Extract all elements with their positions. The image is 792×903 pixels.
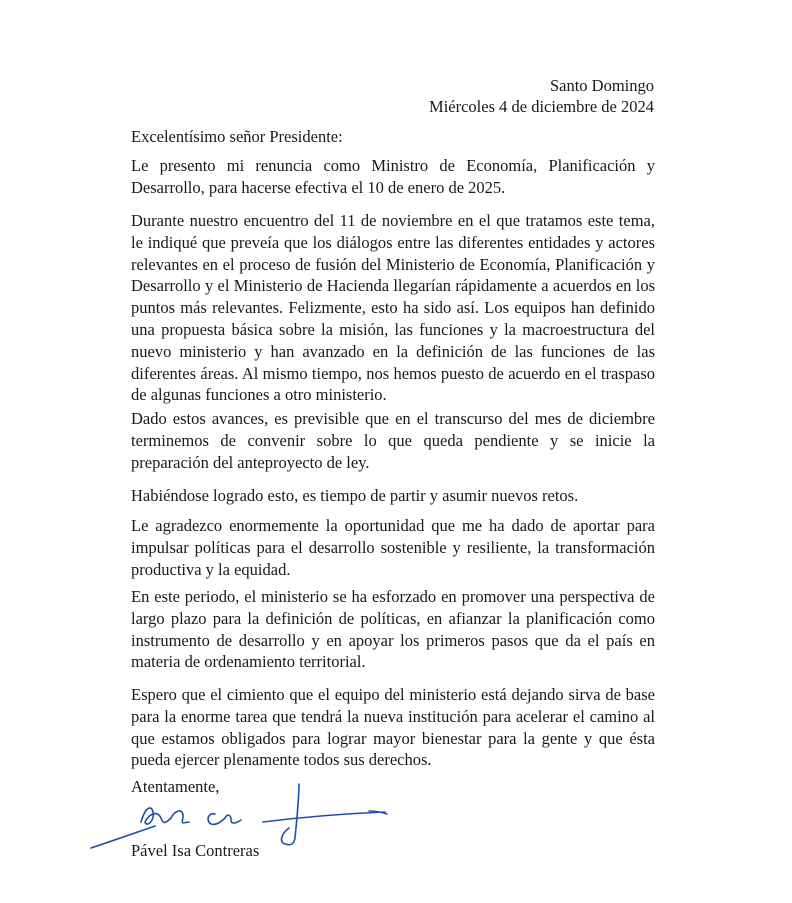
closing: Atentamente, [131,777,220,796]
signer-name: Pável Isa Contreras [131,841,260,860]
paragraph: Le agradezco enormemente la oportunidad que me ha dado de aportar para impulsar políticas para el desarrollo sostenible y resiliente, la transformación productiva y la equidad. [131,516,655,579]
paragraph: Dado estos avances, es previsible que en el transcurso del mes de diciembre terminemos de convenir sobre lo que queda pendiente y se inicie la preparación del anteproyecto de ley. [131,409,655,472]
paragraph: En este periodo, el ministerio se ha esforzado en promover una perspectiva de largo plazo para la definición de políticas, en afianzar la planificación como instrumento de desarrollo y en apoyar los primeros pasos que da el país en materia de ordenamiento territorial. [131,587,655,672]
paragraph: Espero que el cimiento que el equipo del ministerio está dejando sirva de base para la enorme tarea que tendrá la nueva institución para acelerar el camino al que estamos obligados para lograr mayor bienestar para la gente y que ésta pueda ejercer plenamente todos sus derechos. [131,685,655,770]
place: Santo Domingo [549,76,654,95]
paragraph: Durante nuestro encuentro del 11 de noviembre en el que tratamos este tema, le indiqué que preveía que los diálogos entre las diferentes entidades y actores relevantes en el proceso de fusión del Ministerio de Economía, Planificación y Desarrollo y el Ministerio de Hacienda llegarían rápidamente a acuerdos en los puntos más relevantes. Felizmente, esto ha sido así. Los equipos han definido una propuesta básica sobre la misión, las funciones y la macroestructura del nuevo ministerio y han avanzado en la definición de las funciones de las diferentes áreas. Al mismo tiempo, nos hemos puesto de acuerdo en el traspaso de algunas funciones a otro ministerio. [131,211,655,405]
date: Miércoles 4 de diciembre de 2024 [429,97,654,116]
place-and-date [429,75,654,117]
salutation: Excelentísimo señor Presidente: [131,127,343,146]
paragraph: Le presento mi renuncia como Ministro de Economía, Planificación y Desarrollo, para hacerse efectiva el 10 de enero de 2025. [131,156,655,197]
paragraph: Habiéndose logrado esto, es tiempo de partir y asumir nuevos retos. [131,486,579,505]
